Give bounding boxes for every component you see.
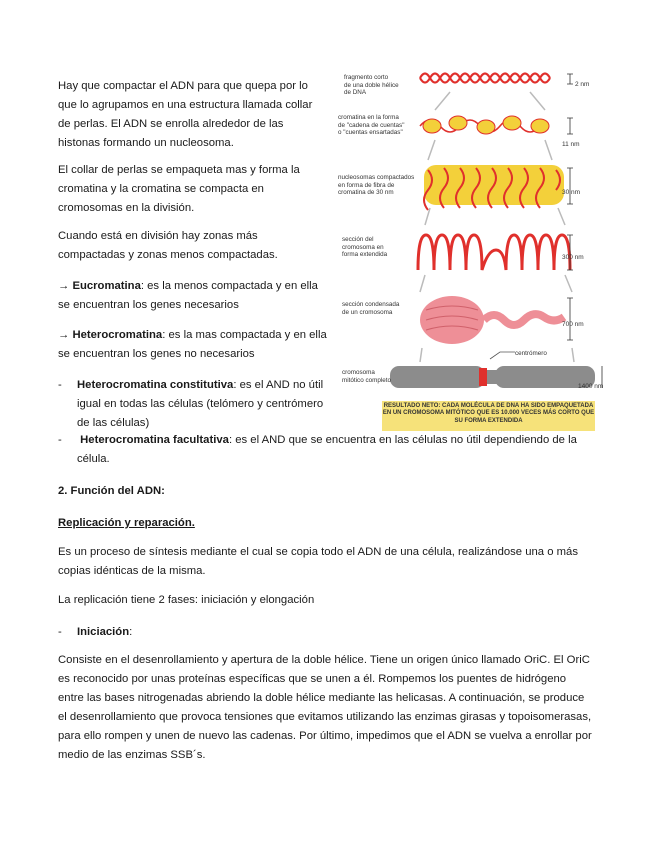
initiation-item: Iniciación:: [77, 626, 133, 638]
bullet-dash: -: [58, 434, 62, 446]
label-dna: fragmento corto de una doble hélice de DNA: [344, 74, 399, 96]
facultative-item: [77, 431, 597, 469]
section-heading: 2. Función del ADN:: [58, 485, 165, 497]
euchromatin-desc: : es la menos compactada y en ella se encuentran los genes necesarios: [58, 280, 318, 311]
label-extended: sección del cromosoma en forma extendida: [342, 236, 388, 258]
dim-700nm: 700 nm: [562, 321, 584, 328]
arrow-icon: →: [58, 329, 70, 341]
intro-paragraph-1: Hay que compactar el ADN para que quepa por lo que lo agrupamos en una estructura llamada collar de perlas. El ADN se enrolla alrededor de las histonas formando un nucleosoma.: [58, 80, 313, 149]
section-subheading: Replicación y reparación.: [58, 517, 195, 529]
dim-30nm: 30 nm: [562, 189, 581, 196]
label-mitotic: cromosoma mitótico completo: [342, 369, 391, 384]
condensed-chromosome-icon: [420, 296, 564, 344]
dim-300nm: 300 nm: [562, 254, 584, 261]
dimension-markers: [567, 74, 602, 388]
constitutive-item: [77, 376, 332, 433]
bullet-dash: -: [58, 379, 62, 391]
dna-helix-icon: [420, 74, 550, 83]
dim-2nm: 2 nm: [575, 81, 590, 88]
heterochromatin-term: Heterocromatina: [72, 329, 163, 341]
label-beads: cromatina en la forma de "cadena de cuentas" o "cuentas ensartadas": [338, 114, 405, 136]
heterochromatin-desc: : es la mas compactada y en ella se encuentran los genes no necesarios: [58, 329, 327, 360]
replication-paragraph-1: Es un proceso de síntesis mediante el cual se copia todo el ADN de una célula, realizándose una o más copias idénticas de la misma.: [58, 546, 578, 577]
intro-paragraph-3: Cuando está en división hay zonas más compactadas y zonas menos compactadas.: [58, 230, 278, 261]
heterochromatin-paragraph: [58, 326, 328, 364]
bullet-dash: -: [58, 626, 62, 638]
dim-1400nm: 1400 nm: [578, 383, 604, 390]
replication-paragraph-2: La replicación tiene 2 fases: iniciación y elongación: [58, 594, 315, 606]
extended-chromosome-icon: [418, 235, 570, 270]
nucleosome-beads-icon: [420, 116, 549, 134]
label-fiber: nucleosomas compactados en forma de fibra de cromatina de 30 nm: [338, 174, 415, 196]
euchromatin-paragraph: [58, 277, 328, 315]
initiation-paragraph: Consiste en el desenrollamiento y apertura de la doble hélice. Tiene un origen único llamado OriC. El OriC es reconocido por unas proteínas específicas que se unen a él. Rompemos los puentes de hidrógeno entre las bases nitrogenadas abriendo la doble hélice mediante las helicasas. A continuación, se produce el desenrollamiento que provoca tensiones que evitamos utilizando las enzimas girasas y topoisomerasas, para ello rompen y unen de nuevo las cadenas. Por último, impedimos que el ADN se vuelva a enrollar por medio de las enzimas SSB´s.: [58, 654, 592, 761]
constitutive-desc: : es el AND no útil igual en todas las células (telómero y centrómero de las células): [77, 379, 324, 429]
dim-11nm: 11 nm: [562, 141, 580, 148]
label-condensed: sección condensada de un cromosoma: [342, 301, 400, 316]
facultative-term: Heterocromatina facultativa: [80, 434, 229, 446]
intro-paragraph-2: El collar de perlas se empaqueta mas y forma la cromatina y la cromatina se compacta en cromosomas en la división.: [58, 164, 300, 214]
initiation-term: Iniciación: [77, 626, 130, 638]
arrow-icon: →: [58, 280, 70, 292]
chromatin-figure: [340, 70, 605, 435]
facultative-desc: : es el AND que se encuentra en las células no útil dependiendo de la célula.: [77, 434, 577, 465]
chromatin-fiber-icon: [424, 165, 564, 210]
label-centromere: centrómero: [515, 350, 547, 357]
result-box: RESULTADO NETO: CADA MOLÉCULA DE DNA HA SIDO EMPAQUETADA EN UN CROMOSOMA MITÓTICO QUE ES 10.000 VECES MÁS CORTO QUE SU FORMA EXTENDIDA: [382, 401, 595, 431]
euchromatin-term: Eucromatina: [72, 280, 141, 292]
constitutive-term: Heterocromatina constitutiva: [77, 379, 234, 391]
